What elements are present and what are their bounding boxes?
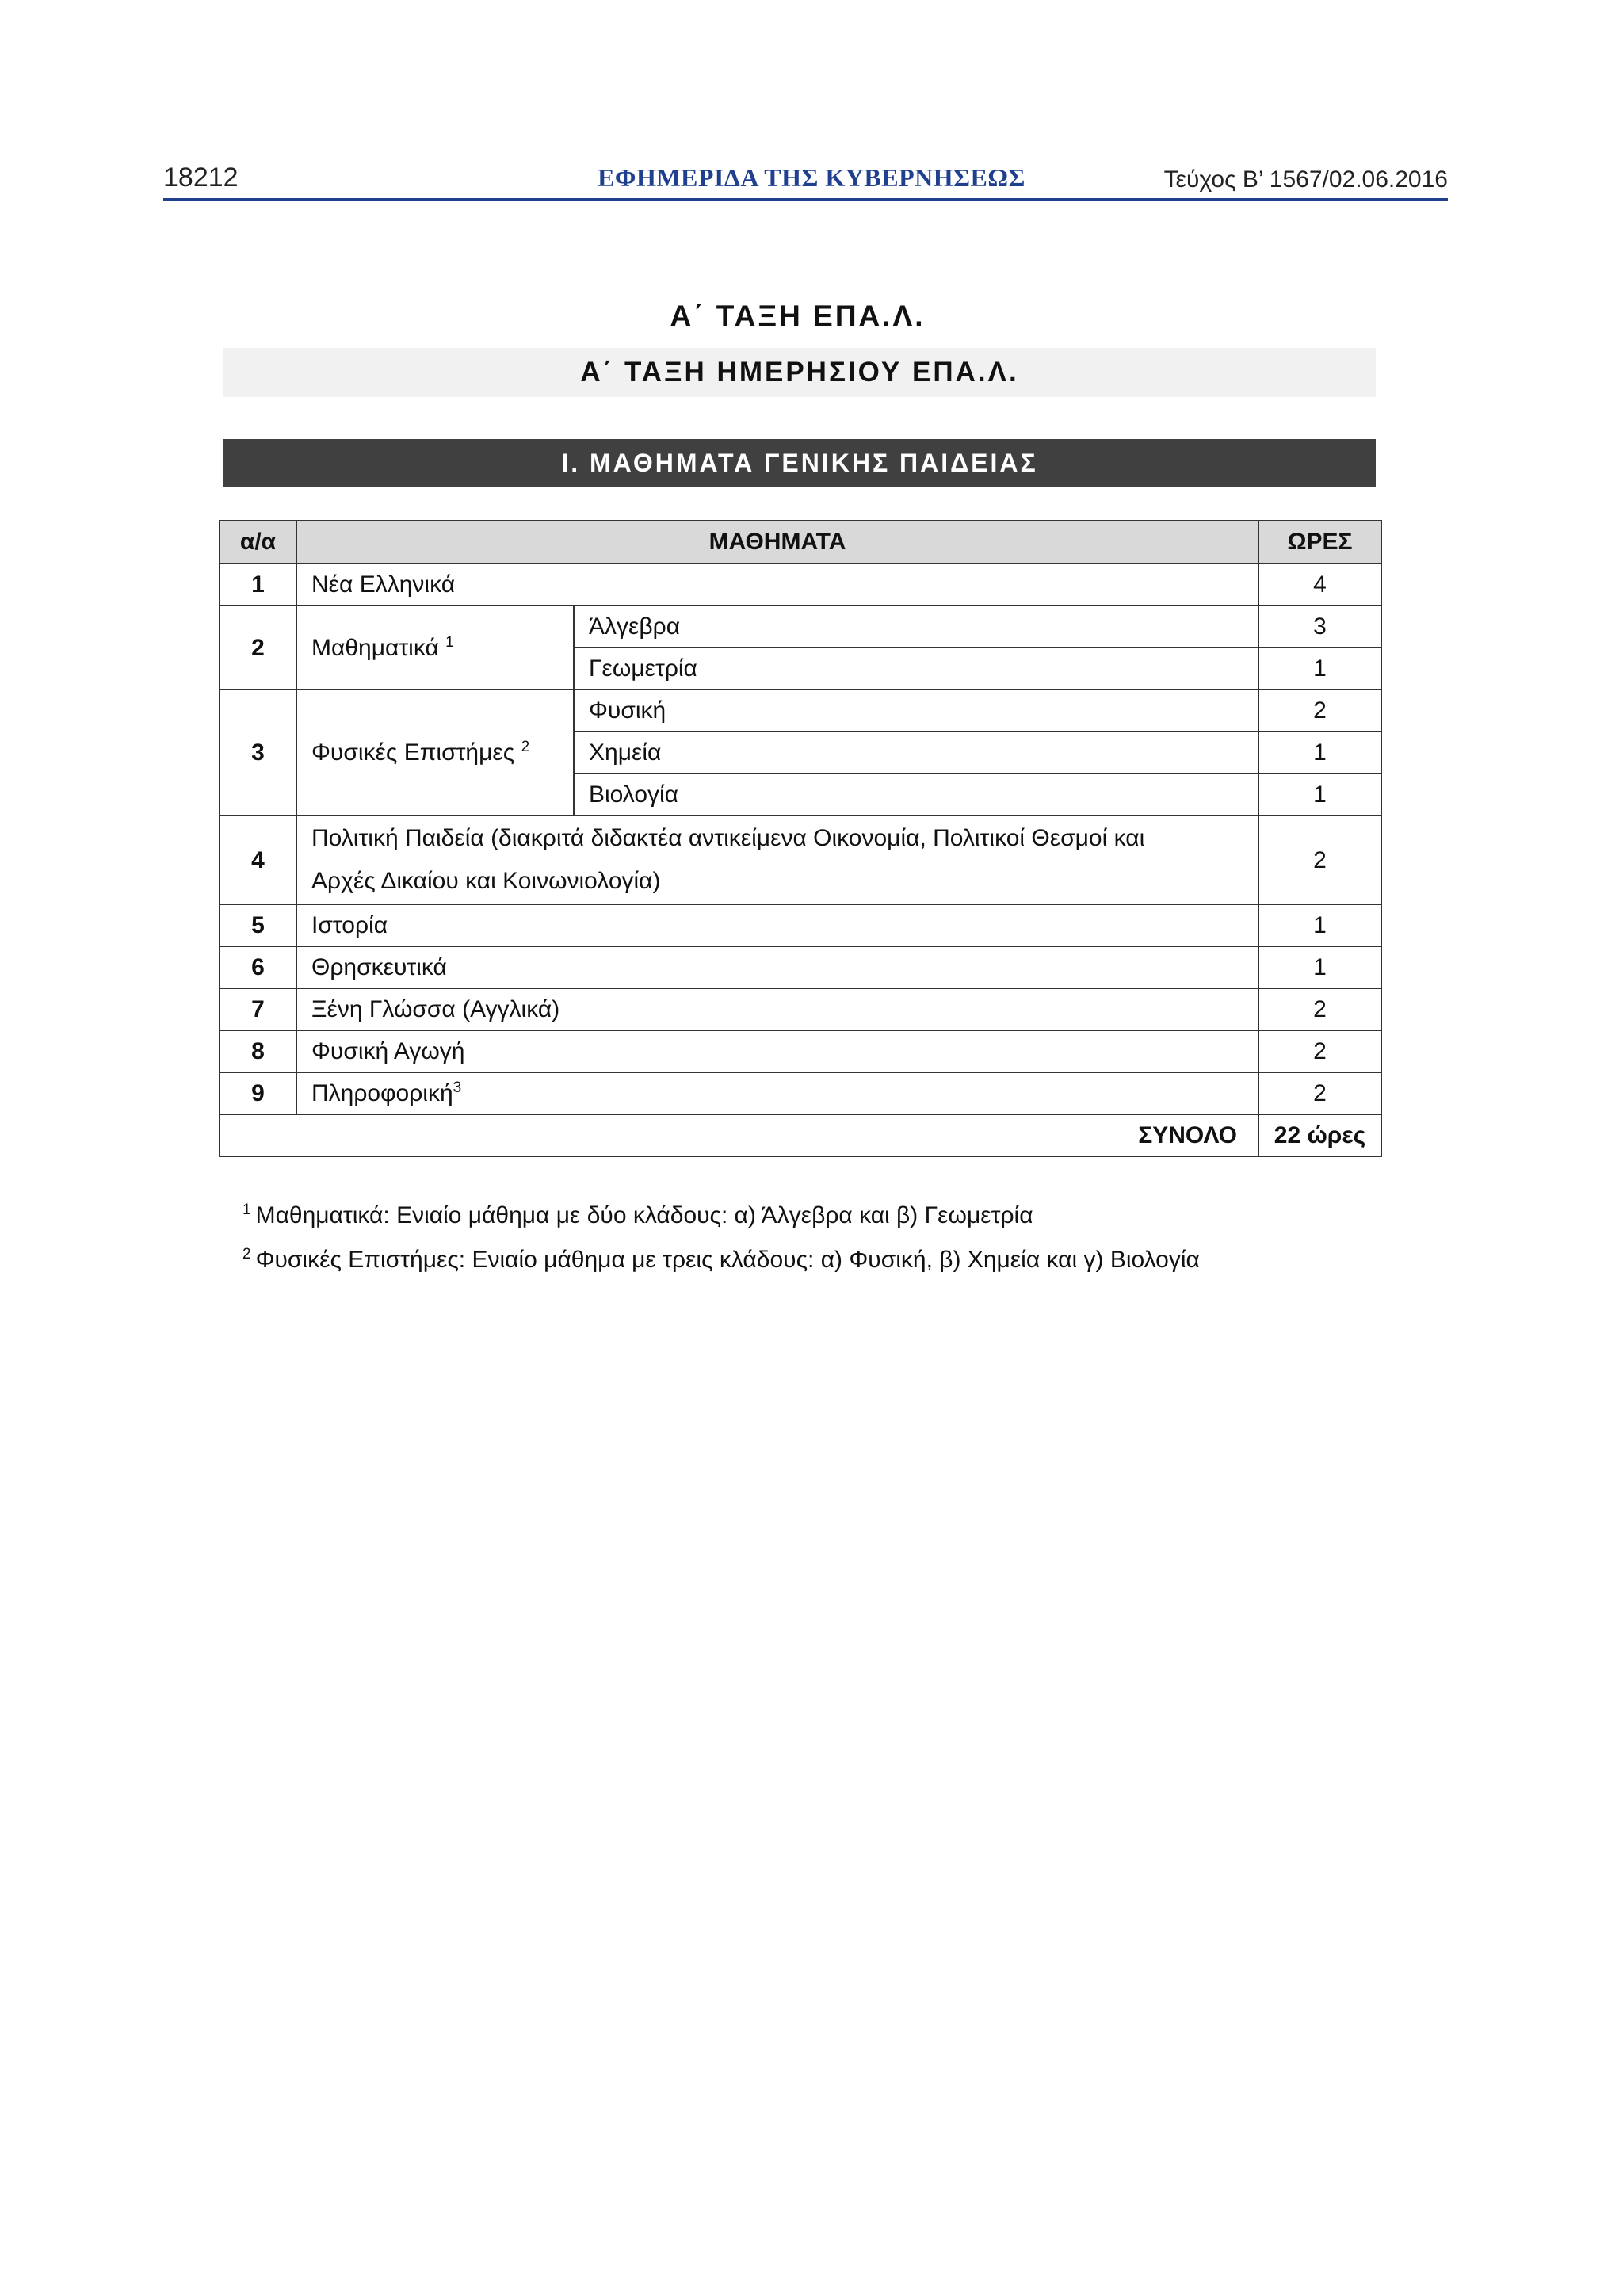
total-value: 22 ώρες	[1258, 1114, 1381, 1156]
row-number: 8	[220, 1030, 296, 1072]
column-header-number: α/α	[220, 521, 296, 563]
hours-cell: 2	[1258, 690, 1381, 732]
footnote-ref: 2	[521, 739, 530, 755]
subtitle-band: Α΄ ΤΑΞΗ ΗΜΕΡΗΣΙΟΥ ΕΠΑ.Λ.	[223, 348, 1376, 397]
class-title: Α΄ ΤΑΞΗ ΕΠΑ.Λ.	[670, 300, 926, 332]
subject-cell	[296, 816, 1258, 904]
subjects-table	[219, 520, 1382, 1157]
footnote-ref: 1	[445, 633, 454, 651]
hours-cell: 4	[1258, 563, 1381, 606]
subject-cell: Θρησκευτικά	[296, 946, 1258, 988]
issue-label: Τεύχος Β’ 1567/02.06.2016	[1163, 166, 1448, 193]
page-number: 18212	[163, 162, 239, 193]
footnote-mark: 1	[242, 1201, 251, 1218]
total-row	[220, 1114, 1381, 1156]
subject-cell: Νέα Ελληνικά	[296, 563, 1258, 606]
hours-cell: 1	[1258, 904, 1381, 946]
row-number: 3	[220, 690, 296, 816]
table-row	[220, 904, 1381, 946]
subject-label: Φυσικές Επιστήμες	[311, 739, 515, 766]
row-number: 2	[220, 606, 296, 690]
row-number: 7	[220, 988, 296, 1030]
footnote-text: Φυσικές Επιστήμες: Ενιαίο μάθημα με τρεις κλάδους: α) Φυσική, β) Χημεία και γ) Βιολογία	[255, 1247, 1200, 1273]
row-number: 6	[220, 946, 296, 988]
subject-cell	[296, 690, 574, 816]
hours-cell: 2	[1258, 988, 1381, 1030]
table-row	[220, 1030, 1381, 1072]
footnote-ref: 3	[453, 1079, 462, 1096]
header-divider	[163, 198, 1448, 201]
table-row	[220, 606, 1381, 648]
branch-cell: Άλγεβρα	[574, 606, 1258, 648]
footnote	[242, 1199, 1033, 1232]
footnote-mark: 2	[242, 1246, 251, 1263]
table-row	[220, 1072, 1381, 1114]
hours-cell: 1	[1258, 648, 1381, 690]
hours-cell: 2	[1258, 1030, 1381, 1072]
table-row	[220, 946, 1381, 988]
column-header-subjects: ΜΑΘΗΜΑΤΑ	[296, 521, 1258, 563]
table-row	[220, 690, 1381, 732]
subject-line-2: Αρχές Δικαίου και Κοινωνιολογία)	[311, 868, 661, 894]
subject-cell: Ιστορία	[296, 904, 1258, 946]
hours-cell: 2	[1258, 816, 1381, 904]
gazette-name: ΕΦΗΜΕΡΙΔΑ ΤΗΣ ΚΥΒΕΡΝΗΣΕΩΣ	[598, 163, 1025, 192]
row-number: 5	[220, 904, 296, 946]
table-row	[220, 816, 1381, 904]
hours-cell: 2	[1258, 1072, 1381, 1114]
branch-cell: Γεωμετρία	[574, 648, 1258, 690]
row-number: 1	[220, 563, 296, 606]
row-number: 4	[220, 816, 296, 904]
hours-cell: 1	[1258, 732, 1381, 774]
footnote-text: Μαθηματικά: Ενιαίο μάθημα με δύο κλάδους: α) Άλγεβρα και β) Γεωμετρία	[255, 1202, 1033, 1228]
branch-cell: Φυσική	[574, 690, 1258, 732]
subject-cell: Φυσική Αγωγή	[296, 1030, 1258, 1072]
branch-cell: Χημεία	[574, 732, 1258, 774]
hours-cell: 1	[1258, 774, 1381, 816]
subject-line-1: Πολιτική Παιδεία (διακριτά διδακτέα αντικείμενα Οικονομία, Πολιτικοί Θεσμοί και	[311, 825, 1145, 851]
row-number: 9	[220, 1072, 296, 1114]
subject-cell	[296, 1072, 1258, 1114]
total-label: ΣΥΝΟΛΟ	[220, 1114, 1258, 1156]
table-row	[220, 563, 1381, 606]
table-row	[220, 988, 1381, 1030]
subject-label: Πληροφορική	[311, 1080, 453, 1106]
branch-cell: Βιολογία	[574, 774, 1258, 816]
table-header-row	[220, 521, 1381, 563]
hours-cell: 3	[1258, 606, 1381, 648]
subject-cell	[296, 606, 574, 690]
column-header-hours: ΩΡΕΣ	[1258, 521, 1381, 563]
section-heading: Ι. ΜΑΘΗΜΑΤΑ ΓΕΝΙΚΗΣ ΠΑΙΔΕΙΑΣ	[223, 439, 1376, 487]
hours-cell: 1	[1258, 946, 1381, 988]
subject-cell: Ξένη Γλώσσα (Αγγλικά)	[296, 988, 1258, 1030]
footnote	[242, 1244, 1200, 1277]
subject-label: Μαθηματικά	[311, 634, 439, 661]
